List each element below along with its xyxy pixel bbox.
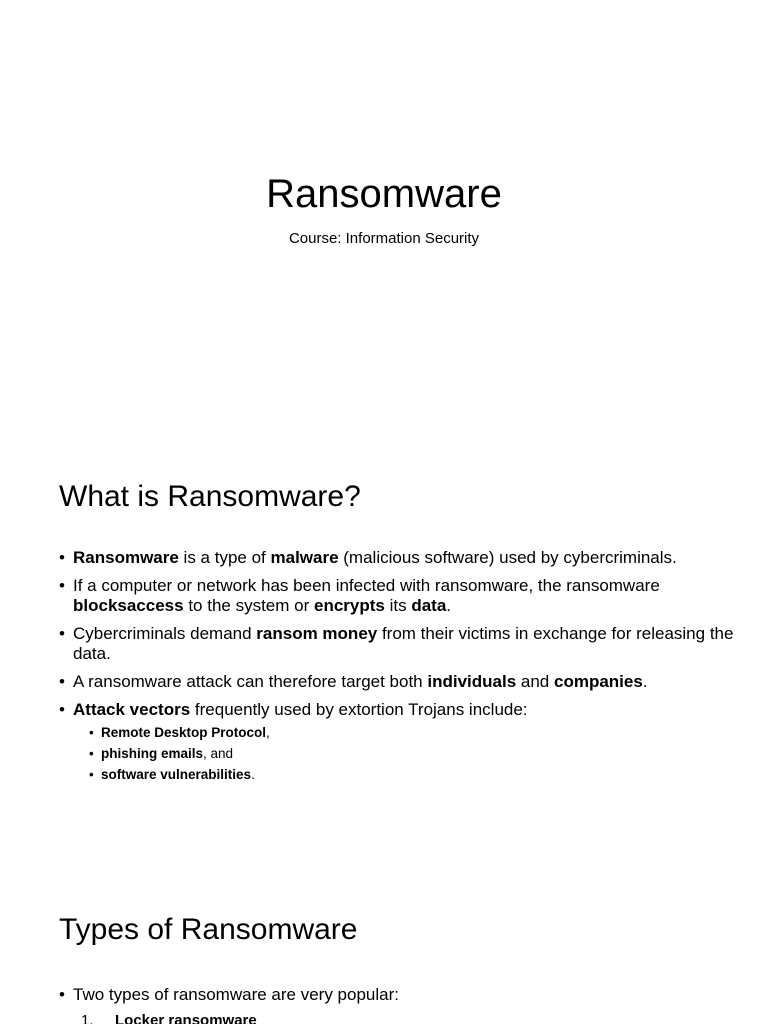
slide-title: Ransomware	[266, 172, 502, 216]
sub-bullet-item	[89, 743, 739, 764]
text-run: Two types of ransomware are very popular:	[73, 985, 399, 1004]
bold-text: blocksaccess	[73, 596, 184, 615]
bullet-item	[59, 576, 739, 616]
bold-text: Remote Desktop Protocol	[101, 725, 267, 740]
bold-text: software vulnerabilities	[101, 767, 252, 782]
bold-text: data	[411, 596, 447, 615]
bold-text: Locker ransomware	[115, 1012, 257, 1024]
item-number: 1.	[81, 1012, 94, 1024]
text-run: (malicious software) used by cybercriminals.	[338, 548, 677, 567]
bullet-item	[59, 672, 739, 692]
bold-text: individuals	[427, 672, 517, 691]
text-run: its	[384, 596, 412, 615]
sub-bullet-item	[89, 764, 739, 785]
sub-bullet-list	[89, 722, 739, 785]
bold-text: encrypts	[313, 596, 385, 615]
section-heading-what-is-ransomware: What is Ransomware?	[59, 480, 361, 513]
text-run: .	[446, 596, 452, 615]
bold-text: ransom money	[256, 624, 378, 643]
text-run: ,	[266, 725, 270, 740]
bold-text: Attack vectors	[73, 700, 191, 719]
text-run: A ransomware attack can therefore target both	[73, 672, 428, 691]
text-run: , and	[203, 746, 234, 761]
bullet-item	[59, 985, 739, 1024]
slide-subtitle: Course: Information Security	[288, 230, 480, 247]
text-run: .	[251, 767, 255, 782]
text-run: is a type of	[178, 548, 271, 567]
numbered-list	[81, 1011, 739, 1024]
bold-text: phishing emails	[101, 746, 204, 761]
text-run: Cybercriminals demand	[73, 624, 257, 643]
text-run: If a computer or network has been infected with ransomware, the ransomware	[73, 576, 660, 595]
text-run: from their victims in exchange for releasing the data.	[73, 624, 734, 663]
bold-text: malware	[270, 548, 339, 567]
text-run: .	[642, 672, 648, 691]
bullet-item	[59, 624, 739, 664]
text-run: frequently used by extortion Trojans include:	[190, 700, 528, 719]
text-run: to the system or	[183, 596, 314, 615]
bold-text: Ransomware	[73, 548, 179, 567]
sub-bullet-item	[89, 722, 739, 743]
bold-text: companies	[553, 672, 643, 691]
text-run: and	[516, 672, 554, 691]
numbered-item	[81, 1011, 739, 1024]
bullet-item	[59, 548, 739, 568]
what-is-ransomware-bullet-list	[59, 548, 739, 793]
section-heading-types-of-ransomware: Types of Ransomware	[59, 913, 358, 946]
bullet-item	[59, 700, 739, 785]
types-of-ransomware-bullet-list	[59, 985, 739, 1024]
